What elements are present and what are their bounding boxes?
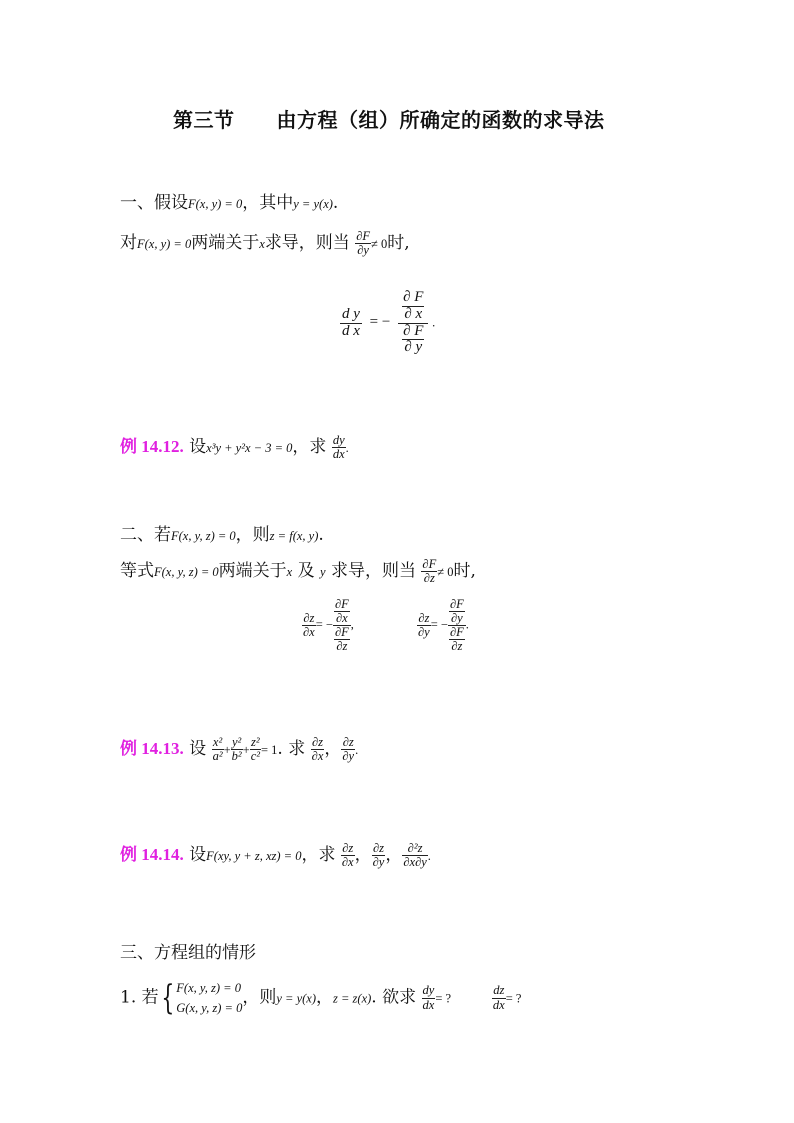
example-14-13-label: 例 14.13.: [120, 739, 184, 758]
example-14-12-derivative: [332, 434, 346, 461]
part2-intro: [120, 520, 324, 545]
part3-want: . 欲求: [371, 987, 417, 1008]
part2-f1-rhs-top: [333, 598, 351, 626]
example-14-14-label: 例 14.14.: [120, 845, 184, 864]
part1-line2-equation: F(x, y) = 0: [137, 237, 192, 251]
example-14-14-dzdy: [372, 842, 386, 869]
part3-dzdx: [492, 984, 506, 1011]
part1-rhs-bot-den: ∂ y: [404, 339, 423, 356]
example-14-14-d2-den: ∂y: [372, 855, 385, 869]
part1-rhs-top-frac: [402, 290, 424, 323]
example-14-13-comma: ，: [324, 739, 342, 759]
example-14-14-equation: F(xy, y + z, xz) = 0: [206, 849, 302, 863]
part1-intro: [120, 188, 338, 213]
part3-system-eq2: G(x, y, z) = 0: [176, 1001, 243, 1015]
example-14-12-text: 设: [189, 437, 207, 457]
part3-system-eq1: F(x, y, z) = 0: [176, 981, 241, 995]
part1-formula-lhs: [340, 307, 362, 340]
part3-system: [176, 978, 242, 1018]
part2-f2-rhs: [448, 598, 466, 654]
part1-intro-end: .: [332, 193, 339, 213]
part1-formula-end: .: [432, 315, 436, 330]
part2-f1-equals: = −: [315, 617, 333, 632]
example-14-13-plus2: +: [242, 743, 250, 757]
part2-f1-bot-frac: [334, 626, 350, 653]
part2-line2-var1: x: [286, 565, 293, 579]
example-14-13-end: .: [355, 743, 359, 757]
part3-heading: 三、方程组的情形: [120, 943, 256, 963]
page-title: [173, 104, 605, 133]
part1-intro-prefix: 一、假设: [120, 193, 188, 213]
part1-condition-line: [120, 228, 410, 257]
part1-line2-prefix: 对: [120, 233, 137, 253]
part1-formula-equals: = −: [369, 314, 391, 331]
example-14-13-term-y: [231, 736, 243, 763]
part2-f2-end: .: [465, 617, 469, 632]
part3-item-if: 若: [141, 987, 159, 1008]
part1-intro-mid: ，其中: [242, 193, 294, 213]
example-14-13-mid: . 求: [277, 739, 306, 759]
example-14-14: [120, 840, 431, 869]
example-14-12-label: 例 14.12.: [120, 437, 184, 456]
part1-rhs-top-den: ∂ x: [404, 305, 423, 322]
part1-display-formula: [340, 290, 435, 356]
part2-condition-line: [120, 556, 476, 585]
part2-f1-top-den: ∂x: [336, 611, 348, 626]
part2-line2-end: 时,: [453, 561, 476, 581]
example-14-14-d1-num: ∂z: [342, 840, 354, 855]
part2-condition-fraction: [421, 558, 437, 585]
part2-f1-rhs-bottom: [333, 626, 351, 653]
part2-line2-mid: 两端关于: [218, 561, 287, 581]
example-14-13-eq-tail: = 1: [260, 743, 278, 757]
section-heading: 由方程（组）所确定的函数的求导法: [276, 108, 605, 132]
part1-cond-den: ∂y: [357, 243, 369, 257]
example-14-13-t2-num: y²: [231, 734, 242, 749]
part2-f2-bot-frac: [449, 626, 465, 653]
example-14-14-d3-num: ∂²z: [402, 842, 427, 856]
part2-formula-dzdy: [417, 598, 469, 654]
example-14-13-term-x: [212, 736, 224, 763]
part1-intro-equation: F(x, y) = 0: [188, 197, 243, 211]
part1-line2-var: x: [259, 237, 265, 251]
example-14-14-dzdx: [341, 842, 355, 869]
part3-q2-tail: = ?: [505, 991, 522, 1006]
part1-intro-equation2: y = y(x): [293, 197, 333, 211]
part2-line2-var2: y: [320, 565, 326, 579]
part2-f2-bot-num: ∂F: [449, 625, 464, 640]
part3-then: ，则: [242, 987, 277, 1008]
part1-rhs-top: [398, 290, 428, 324]
part2-f1-rhs: [333, 598, 351, 654]
example-14-14-d3-den: ∂x∂y: [403, 855, 427, 869]
part1-rhs-bot-num: ∂ F: [403, 322, 424, 339]
example-14-13-t1-den: a²: [212, 749, 223, 763]
part2-intro-equation: F(x, y, z) = 0: [171, 529, 236, 543]
part2-intro-end: .: [318, 525, 324, 545]
part2-formula-dzdx: [302, 598, 354, 654]
part2-f2-rhs-top: [448, 598, 466, 626]
part3-result2: z = z(x): [333, 991, 372, 1006]
example-14-14-comma2: ，: [385, 845, 403, 865]
part3-q1-tail: = ?: [435, 991, 452, 1006]
part1-line2-end: 时,: [387, 233, 410, 253]
left-brace-icon: {: [160, 978, 174, 1018]
part2-f1-lhs-num: ∂z: [303, 611, 315, 626]
part3-item-number: 1.: [120, 987, 137, 1008]
part3-result1: y = y(x): [276, 991, 316, 1006]
part2-f1-end: ,: [350, 617, 354, 632]
part1-rhs-top-num: ∂ F: [403, 289, 424, 305]
part2-f1-lhs: [302, 612, 316, 639]
example-14-13-t3-den: c²: [250, 749, 260, 763]
part3-q1-num: dy: [422, 983, 435, 998]
part2-f2-rhs-bottom: [448, 626, 466, 653]
example-14-13-t2-den: b²: [231, 749, 242, 763]
part1-formula-rhs: [398, 290, 428, 356]
part3-comma: ，: [316, 987, 333, 1008]
example-14-14-d1-den: ∂x: [341, 855, 354, 869]
part2-f1-bot-den: ∂z: [336, 639, 348, 654]
example-14-13-t1-num: x²: [212, 734, 223, 749]
part3-item-1: [120, 978, 521, 1018]
part3-dydx: [422, 984, 436, 1011]
section-number: 第三节: [173, 108, 235, 132]
part2-cond-den: ∂z: [423, 571, 435, 585]
part2-f2-top-den: ∂y: [451, 611, 463, 626]
part1-rhs-bottom: [398, 324, 428, 357]
part2-f1-bot-num: ∂F: [334, 625, 349, 640]
part2-f1-lhs-den: ∂x: [303, 625, 315, 640]
part1-rhs-bot-frac: [402, 324, 424, 357]
part2-line2-equation: F(x, y, z) = 0: [154, 565, 219, 579]
part1-condition-fraction: [355, 230, 371, 257]
part2-cond-num: ∂F: [422, 556, 437, 571]
example-14-13-d2-den: ∂y: [342, 749, 355, 763]
part2-f1-top-frac: [334, 598, 350, 625]
part1-line2-mid: 两端关于: [191, 233, 260, 253]
example-14-13: [120, 734, 358, 763]
part2-f2-top-frac: [449, 598, 465, 625]
part2-f1-top-num: ∂F: [334, 597, 349, 611]
part2-line2-prefix: 等式: [120, 561, 154, 581]
example-14-13-text: 设: [189, 739, 207, 759]
example-14-12-num: dy: [332, 432, 345, 447]
example-14-13-plus1: +: [223, 743, 231, 757]
example-14-13-dzdy: [341, 736, 355, 763]
part2-line2-mid2: 求导，则当: [331, 561, 417, 581]
example-14-14-text: 设: [189, 845, 207, 865]
part2-f2-top-num: ∂F: [449, 597, 464, 611]
part3-q2-num: dz: [493, 983, 505, 998]
example-14-14-d2-num: ∂z: [372, 840, 384, 855]
part2-f2-lhs-den: ∂y: [418, 625, 430, 640]
example-14-13-d2-num: ∂z: [342, 734, 354, 749]
part1-cond-num: ∂F: [356, 228, 371, 243]
part2-f2-equals: = −: [430, 617, 448, 632]
example-14-12-end: .: [345, 441, 349, 455]
example-14-12: [120, 432, 349, 461]
example-14-13-dzdx: [311, 736, 325, 763]
example-14-13-d1-den: ∂x: [311, 749, 324, 763]
part1-line2-mid2: 求导，则当: [264, 233, 350, 253]
example-14-14-comma1: ，: [354, 845, 372, 865]
example-14-14-end: .: [427, 849, 431, 863]
part2-f2-lhs: [417, 612, 431, 639]
part2-intro-mid: ，则: [235, 525, 270, 545]
example-14-12-equation: x³y + y²x − 3 = 0: [206, 441, 293, 455]
example-14-14-d2zdxdy: [402, 842, 427, 869]
part2-line2-and: 及: [297, 561, 315, 581]
part2-f2-lhs-num: ∂z: [418, 611, 430, 626]
example-14-12-mid: ，求: [292, 437, 327, 457]
example-14-12-den: dx: [332, 447, 345, 461]
part2-intro-prefix: 二、若: [120, 525, 171, 545]
part1-lhs-num: d y: [342, 305, 360, 322]
part2-intro-equation2: z = f(x, y): [269, 529, 319, 543]
part3-q1-den: dx: [422, 997, 435, 1012]
part1-cond-tail: ≠ 0: [371, 237, 388, 251]
example-14-13-t3-num: z²: [251, 734, 260, 749]
part2-cond-tail: ≠ 0: [437, 565, 454, 579]
part3-q2-den: dx: [492, 997, 505, 1012]
example-14-13-d1-num: ∂z: [311, 734, 324, 749]
part1-lhs-den: d x: [342, 322, 360, 339]
example-14-14-mid: ，求: [301, 845, 336, 865]
example-14-13-term-z: [250, 736, 261, 763]
part2-f2-bot-den: ∂z: [451, 639, 463, 654]
